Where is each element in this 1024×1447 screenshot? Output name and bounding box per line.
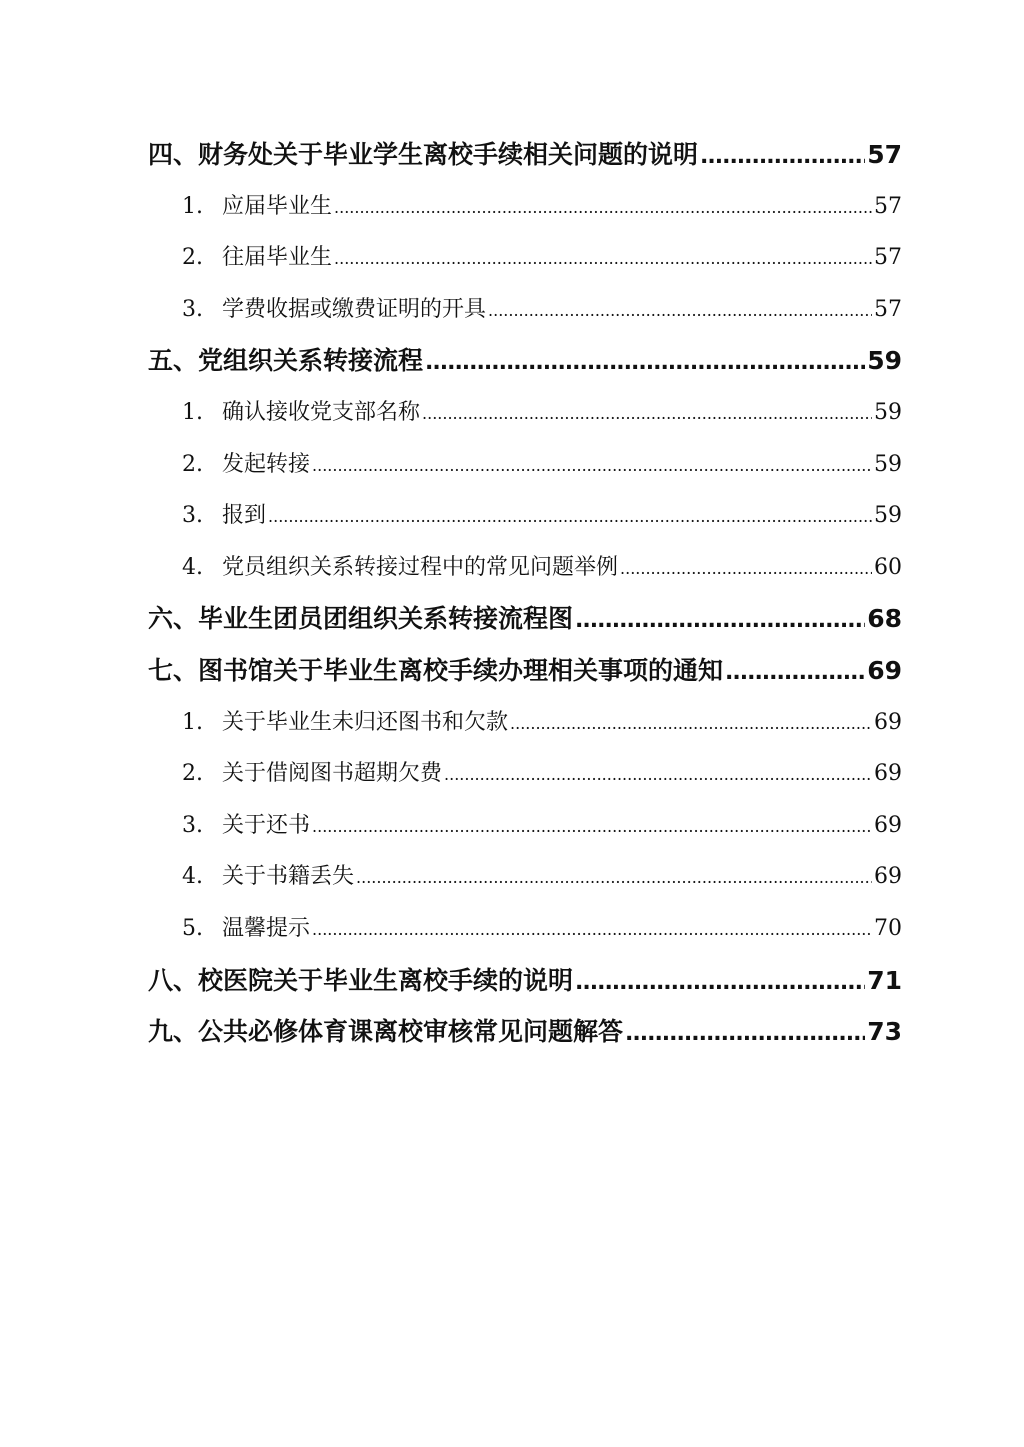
toc-dot-leader xyxy=(725,645,865,697)
toc-dot-leader xyxy=(625,1006,865,1058)
toc-subsection-entry[interactable] xyxy=(148,697,902,749)
toc-entry-number: 1. xyxy=(182,709,203,735)
toc-dot-leader xyxy=(575,955,865,1007)
toc-entry-title: 发起转接 xyxy=(222,451,311,477)
toc-page-number: 69 xyxy=(867,655,902,685)
toc-dot-leader xyxy=(356,851,872,903)
toc-entry-title: 关于借阅图书超期欠费 xyxy=(222,761,443,787)
toc-subsection-entry[interactable] xyxy=(148,851,902,903)
toc-subsection-entry[interactable] xyxy=(148,181,902,233)
toc-page-number: 59 xyxy=(867,346,902,376)
toc-section-entry[interactable] xyxy=(148,1006,902,1058)
toc-page-number: 57 xyxy=(867,140,902,169)
toc-dot-leader xyxy=(620,542,872,594)
toc-entry-number: 3. xyxy=(182,503,203,529)
toc-dot-leader xyxy=(425,335,865,387)
toc-page-number: 57 xyxy=(874,193,902,219)
toc-entry-title: 八、校医院关于毕业生离校手续的说明 xyxy=(148,965,574,995)
toc-entry-title: 七、图书馆关于毕业生离校手续办理相关事项的通知 xyxy=(148,655,724,685)
toc-entry-title: 报到 xyxy=(222,503,267,529)
toc-entry-number: 2. xyxy=(182,245,203,271)
toc-entry-number: 3. xyxy=(182,812,203,838)
toc-entry-number: 2. xyxy=(182,761,203,787)
toc-page-number: 69 xyxy=(874,864,902,890)
toc-dot-leader xyxy=(510,697,872,749)
toc-dot-leader xyxy=(700,129,865,181)
toc-page-number: 59 xyxy=(874,451,902,477)
toc-subsection-entry[interactable] xyxy=(148,748,902,800)
toc-entry-title: 九、公共必修体育课离校审核常见问题解答 xyxy=(148,1017,624,1047)
toc-entry-title: 关于书籍丢失 xyxy=(222,864,355,890)
table-of-contents xyxy=(148,129,902,1058)
toc-page-number: 57 xyxy=(874,296,902,322)
toc-entry-title: 确认接收党支部名称 xyxy=(222,399,421,425)
toc-entry-title: 关于还书 xyxy=(222,812,311,838)
toc-page-number: 69 xyxy=(874,709,902,735)
toc-entry-title: 应届毕业生 xyxy=(222,193,333,219)
toc-entry-title: 五、党组织关系转接流程 xyxy=(148,346,424,376)
toc-entry-number: 3. xyxy=(182,296,203,322)
toc-entry-number: 1. xyxy=(182,193,203,219)
toc-section-entry[interactable] xyxy=(148,129,902,181)
toc-section-entry[interactable] xyxy=(148,955,902,1007)
toc-subsection-entry[interactable] xyxy=(148,439,902,491)
toc-page-number: 69 xyxy=(874,812,902,838)
toc-section-entry[interactable] xyxy=(148,645,902,697)
toc-page-number: 69 xyxy=(874,761,902,787)
toc-dot-leader xyxy=(312,903,872,955)
toc-dot-leader xyxy=(488,284,872,336)
toc-entry-number: 5. xyxy=(182,915,203,941)
toc-page-number: 71 xyxy=(867,965,902,995)
toc-dot-leader xyxy=(334,232,872,284)
toc-entry-title: 四、财务处关于毕业学生离校手续相关问题的说明 xyxy=(148,140,699,169)
toc-entry-number: 4. xyxy=(182,864,203,890)
toc-subsection-entry[interactable] xyxy=(148,542,902,594)
toc-page-number: 68 xyxy=(867,604,902,634)
toc-subsection-entry[interactable] xyxy=(148,232,902,284)
toc-entry-title: 往届毕业生 xyxy=(222,245,333,271)
toc-page-number: 59 xyxy=(874,503,902,529)
toc-dot-leader xyxy=(575,593,865,645)
toc-dot-leader xyxy=(334,181,872,233)
toc-entry-title: 学费收据或缴费证明的开具 xyxy=(222,296,487,322)
toc-page-number: 57 xyxy=(874,245,902,271)
toc-dot-leader xyxy=(422,387,872,439)
toc-page-number: 73 xyxy=(867,1017,902,1047)
toc-entry-title: 六、毕业生团员团组织关系转接流程图 xyxy=(148,604,574,634)
toc-page-number: 60 xyxy=(874,554,902,580)
toc-entry-title: 关于毕业生未归还图书和欠款 xyxy=(222,709,509,735)
toc-entry-number: 4. xyxy=(182,554,203,580)
toc-page-number: 59 xyxy=(874,399,902,425)
toc-subsection-entry[interactable] xyxy=(148,387,902,439)
toc-subsection-entry[interactable] xyxy=(148,284,902,336)
toc-dot-leader xyxy=(444,748,872,800)
toc-dot-leader xyxy=(312,439,872,491)
toc-entry-title: 温馨提示 xyxy=(222,915,311,941)
toc-dot-leader xyxy=(312,800,872,852)
toc-dot-leader xyxy=(268,490,872,542)
toc-entry-number: 2. xyxy=(182,451,203,477)
toc-section-entry[interactable] xyxy=(148,335,902,387)
toc-page-number: 70 xyxy=(874,915,902,941)
toc-section-entry[interactable] xyxy=(148,593,902,645)
toc-entry-number: 1. xyxy=(182,399,203,425)
toc-subsection-entry[interactable] xyxy=(148,800,902,852)
toc-subsection-entry[interactable] xyxy=(148,903,902,955)
toc-entry-title: 党员组织关系转接过程中的常见问题举例 xyxy=(222,554,619,580)
toc-subsection-entry[interactable] xyxy=(148,490,902,542)
